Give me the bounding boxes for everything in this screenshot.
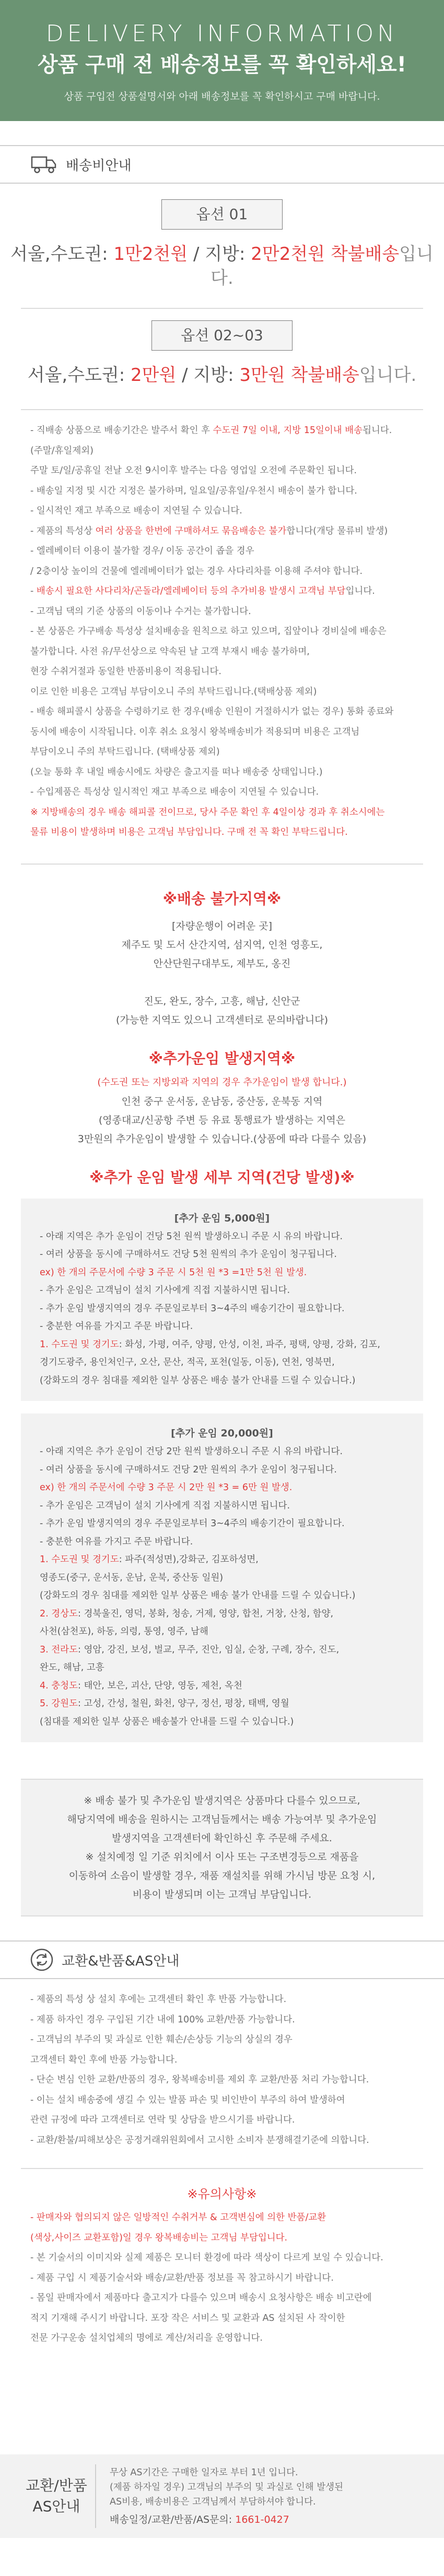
warning-line	[30, 2228, 423, 2248]
detail-line	[40, 1713, 407, 1731]
note-text-end: 됩니다.	[363, 425, 392, 436]
note-highlight: 수도권 7일 이내, 지방 15일이내 배송	[213, 425, 363, 436]
note-line	[30, 782, 423, 802]
detail-line	[40, 1623, 407, 1641]
note-text: - 배송일 지정 및 시간 지정은 불가하며, 일요일/공휴일/우천시 배송이 불가 합니다.	[30, 485, 357, 496]
note-line	[30, 722, 423, 742]
footer-line2: (제품 하자일 경우) 고객님의 부주의 및 과실로 인해 발생된	[110, 2482, 343, 2493]
extra-fee-20000-head: [추가 운임 20,000원]	[171, 1428, 273, 1439]
detail-text: 경기도광주, 용인처인구, 오산, 문산, 적곡, 포천(일동, 이동), 연천, 영북면,	[40, 1357, 335, 1368]
note-text: 부담이오니 주의 부탁드립니다. (택배상품 제외)	[30, 747, 220, 757]
note-text: - 직배송 상품으로 배송기간은 발주서 확인 후	[30, 425, 213, 436]
page-header	[0, 0, 444, 121]
note-line	[30, 421, 423, 441]
unavailable-line: 안산단원구대부도, 제부도, 옹진	[153, 957, 291, 969]
detail-region-text: : 고성, 간성, 철원, 화천, 양구, 정선, 평창, 태백, 영월	[77, 1698, 289, 1709]
unavailable-title: ※배송 불가지역※	[162, 890, 282, 907]
note-text: 이로 인한 비용은 고객님 부담이오니 주의 부탁드립니다.(택배상품 제외)	[30, 686, 317, 697]
note-box-line: 발생지역을 고객센터에 확인하신 후 주문해 주세요.	[112, 1832, 332, 1844]
option-02-label: 옵션 02~03	[151, 320, 293, 351]
detail-text: - 추가 운임 발생지역의 경우 주문일로부터 3~4주의 배송기간이 필요합니다.	[40, 1518, 345, 1529]
detail-region-label: 4. 충청도	[40, 1680, 78, 1691]
warning-title: ※유의사항※	[187, 2187, 257, 2201]
option-01-local-fee: 2만2천원	[251, 244, 325, 265]
delivery-notes	[0, 410, 444, 843]
extra-fee-20000-list	[21, 1443, 423, 1731]
detail-text: - 아래 지역은 추가 운임이 건당 5천 원씩 발생하오니 주문 시 유의 바랍니다.	[40, 1231, 343, 1242]
detail-line	[40, 1641, 407, 1659]
note-text-end: 합니다(개당 물류비 발생)	[286, 525, 388, 536]
note-line	[30, 441, 423, 461]
warning-highlight: - 판매자와 협의되지 않은 일방적인 수취거부 & 고객변심에 의한 반품/교환	[30, 2212, 326, 2223]
warning-line	[30, 2248, 423, 2268]
warning-line	[30, 2328, 423, 2349]
option-02-metro-fee: 2만원	[131, 365, 177, 386]
detail-text: - 충분한 여유를 가지고 주문 바랍니다.	[40, 1321, 193, 1332]
extra-fee-5000-list	[21, 1228, 423, 1390]
detail-line	[40, 1336, 407, 1354]
refresh-icon	[30, 1948, 53, 1971]
detail-text: - 추가 운임은 고객님이 설치 기사에게 직접 지불하시면 됩니다.	[40, 1500, 290, 1511]
detail-line	[40, 1443, 407, 1461]
option-01-end: 입니다.	[211, 244, 434, 289]
unavailable-lines	[0, 917, 444, 1029]
extra-fee-5000-block	[21, 1199, 423, 1401]
detail-region-label: 1. 수도권 및 경기도	[40, 1339, 119, 1350]
detail-title-wrap	[0, 1167, 444, 1188]
footer-phone-number: 1661-0427	[235, 2514, 289, 2525]
as-title: 교환&반품&AS안내	[62, 1953, 180, 1969]
detail-region-text: : 영암, 강진, 보성, 벌교, 무주, 진안, 임실, 순창, 구례, 장수, 진도,	[77, 1644, 340, 1655]
detail-line	[40, 1461, 407, 1479]
detail-line	[40, 1245, 407, 1264]
footer-left	[18, 2464, 96, 2528]
note-text: (오늘 통화 후 내일 배송시에도 차량은 출고지를 떠나 배송중 상태입니다.)	[30, 766, 323, 777]
note-text: 불가합니다. 사전 유/무선상으로 약속된 날 고객 부재시 배송 불가하며,	[30, 646, 310, 657]
note-line	[30, 461, 423, 481]
detail-line	[40, 1372, 407, 1390]
note-line	[30, 822, 423, 843]
note-line	[30, 762, 423, 783]
detail-line	[40, 1677, 407, 1695]
note-text: - 수입제품은 특성상 일시적인 재고 부족으로 배송이 지연될 수 있습니다.	[30, 787, 319, 797]
footer-phone-line	[110, 2512, 343, 2527]
detail-text: - 아래 지역은 추가 운임이 건당 2만 원씩 발생하오니 주문 시 유의 바랍니다.	[40, 1446, 343, 1457]
unavailable-line	[0, 973, 444, 992]
as-line: - 제품의 특성 상 설치 후에는 고객센터 확인 후 반품 가능합니다.	[30, 1994, 287, 2005]
detail-example: ex) 한 개의 주문서에 수량 3 주문 시 2만 원 *3 = 6만 원 발생.	[40, 1482, 293, 1493]
extra-area-title: ※추가운임 발생지역※	[148, 1049, 296, 1067]
option-02-mid: / 지방:	[176, 365, 240, 386]
detail-line	[40, 1228, 407, 1246]
warning-text: 적지 기재해 주시기 바랍니다. 포장 작은 서비스 및 교환과 AS 설치된 사 작이한	[30, 2313, 345, 2323]
footer-line1: 무상 AS기간은 구매한 일자로 부터 1년 입니다.	[110, 2467, 298, 2478]
footer-as-info	[0, 2454, 444, 2538]
option-02-prefix: 서울,수도권:	[27, 365, 131, 386]
note-box	[21, 1779, 423, 1916]
as-line: - 교환/환불/피해보상은 공정거래위원회에서 고시한 소비자 분쟁해결기준에 의합니다.	[30, 2135, 369, 2146]
detail-region-label: 3. 전라도	[40, 1644, 78, 1655]
as-line: - 제품 하자인 경우 구입된 기간 내에 100% 교환/반품 가능합니다.	[30, 2014, 295, 2025]
note-highlight: 물류 비용이 발생하며 비용은 고객님 부담입니다. 구매 전 꼭 확인 부탁드립니다.	[30, 827, 348, 837]
unavailable-line: 진도, 완도, 장수, 고흥, 해남, 신안군	[144, 995, 300, 1007]
header-title-ko: 상품 구매 전 배송정보를 꼭 확인하세요!	[37, 53, 407, 77]
option-01-metro-fee: 1만2천원	[113, 244, 188, 265]
detail-region-text: : 경북울진, 영덕, 봉화, 청송, 거제, 영양, 합천, 거창, 산청, 함양,	[77, 1608, 334, 1619]
detail-line	[40, 1569, 407, 1587]
note-line	[30, 581, 423, 602]
detail-text: (강화도의 경우 침대를 제외한 일부 상품은 배송 불가 안내를 드릴 수 있습니다.)	[40, 1375, 356, 1386]
footer-left-line2: AS안내	[32, 2498, 80, 2515]
option-02-text	[0, 363, 444, 387]
as-title-bar	[0, 1940, 444, 1979]
footer-left-line1: 교환/반품	[26, 2477, 87, 2494]
detail-region-text: : 태안, 보은, 괴산, 단양, 영동, 제천, 옥천	[77, 1680, 242, 1691]
extra-area-line2: 인천 중구 운서동, 운남동, 중산동, 운북동 지역	[121, 1095, 323, 1107]
option-02-local-fee: 3만원	[239, 365, 285, 386]
unavailable-line: [자량운행이 어려운 곳]	[171, 920, 273, 932]
detail-line	[40, 1479, 407, 1497]
note-line	[30, 702, 423, 722]
option-01-label: 옵션 01	[161, 199, 283, 230]
delivery-fee-title-bar	[0, 145, 444, 184]
note-line	[30, 802, 423, 823]
warning-highlight: (색상,사이즈 교환포함)일 경우 왕복배송비는 고객님 부담입니다.	[30, 2232, 288, 2243]
as-line: 고객센터 확인 후에 반품 가능합니다.	[30, 2054, 178, 2065]
detail-line	[40, 1300, 407, 1318]
detail-text: - 추가 운임 발생지역의 경우 주문일로부터 3~4주의 배송기간이 필요합니다.	[40, 1303, 345, 1314]
as-line: - 단순 변심 인한 교환/반품의 경우, 왕복배송비를 제외 후 교환/반품 처리 가능합니다.	[30, 2075, 369, 2085]
note-text: -	[30, 586, 37, 596]
note-box-line: ※ 설치예정 일 기준 위치에서 이사 또는 구조변경등으로 재품을	[85, 1851, 359, 1863]
note-line	[30, 742, 423, 762]
note-line	[30, 602, 423, 622]
warning-text: - 제품 구입 시 제품기술서와 배송/교환/반품 정보를 꼭 참고하시기 바랍니다.	[30, 2272, 334, 2283]
unavailable-line: 제주도 및 도서 산간지역, 섬지역, 인천 영흥도,	[121, 939, 323, 951]
note-box-line: 해당지역에 배송을 원하시는 고객님들께서는 배송 가능여부 및 추가운임	[67, 1814, 377, 1825]
warning-line	[30, 2268, 423, 2289]
note-line	[30, 501, 423, 521]
note-highlight: ※ 지방배송의 경우 배송 해피콜 전이므로, 당사 주문 확인 후 4일이상 경과 후 취소시에는	[30, 807, 385, 818]
note-text: 동시에 배송이 시작됩니다. 이후 취소 요청시 왕복배송비가 적용되며 비용은 고객님	[30, 726, 360, 737]
note-text: - 본 상품은 가구배송 특성상 설치배송을 원칙으로 하고 있으며, 집앞이나 경비실에 배송은	[30, 626, 387, 637]
as-line: - 고객님의 부주의 및 과실로 인한 훼손/손상등 기능의 상실의 경우	[30, 2034, 293, 2045]
detail-region-label: 2. 경상도	[40, 1608, 78, 1619]
note-text: / 2층이상 높이의 건물에 엘레베이터가 없는 경우 사다리차를 이용해 주셔야 합니다.	[30, 566, 363, 577]
detail-region-text: : 화성, 가평, 여주, 양평, 안성, 이천, 파주, 평택, 양평, 강화, 김포,	[119, 1339, 380, 1350]
unavailable-area-block	[0, 889, 444, 1029]
note-highlight: 여러 상품을 한번에 구매하셔도 묶음배송은 불가	[95, 525, 287, 536]
warning-text: - 본 기술서의 이미지와 실제 제품은 모니터 환경에 따라 색상이 다르게 보일 수 있습니다.	[30, 2252, 383, 2263]
detail-example: ex) 한 개의 주문서에 수량 3 주문 시 5천 원 *3 =1만 5천 원 발생.	[40, 1267, 307, 1278]
note-line	[30, 621, 423, 642]
note-line	[30, 662, 423, 682]
as-line: - 이는 설치 배송중에 생길 수 있는 발품 파손 및 비인반이 부주의 하여 발생하여	[30, 2094, 345, 2105]
extra-area-line4: 3만원의 추가운임이 발생할 수 있습니다.(상품에 따라 다를수 있음)	[77, 1133, 367, 1145]
option-01-block	[0, 184, 444, 290]
option-02-suffix: 착불배송	[285, 365, 359, 386]
detail-text: 영종도(중구, 운서동, 운남, 운북, 중산동 일원)	[40, 1572, 224, 1583]
unavailable-line: (가능한 지역도 있으니 고객센터로 문의바랍니다)	[115, 1014, 329, 1026]
detail-line	[40, 1497, 407, 1515]
detail-line	[40, 1551, 407, 1569]
as-list	[0, 1979, 444, 2150]
note-text-end: 입니다.	[345, 586, 375, 596]
detail-title: ※추가 운임 발생 세부 지역(건당 발생)※	[89, 1168, 355, 1186]
warning-line	[30, 2308, 423, 2329]
header-subtitle: 상품 구입전 상품설명서와 아래 배송정보를 꼭 확인하시고 구매 바랍니다.	[64, 91, 380, 102]
header-title-en: DELIVERY INFORMATION	[45, 20, 399, 47]
note-line	[30, 561, 423, 582]
warning-line	[30, 2208, 423, 2228]
detail-line	[40, 1281, 407, 1300]
extra-area-block	[0, 1048, 444, 1148]
note-text: (주말/휴일제외)	[30, 445, 94, 456]
extra-area-line3: (영종대교/신공항 주변 등 유료 통행료가 발생하는 지역은	[98, 1114, 346, 1126]
note-line	[30, 481, 423, 501]
note-text: 현장 수취거절과 동일한 반품비용이 적용됩니다.	[30, 666, 221, 677]
detail-line	[40, 1695, 407, 1713]
warning-line	[30, 2288, 423, 2308]
note-box-line: 비용이 발생되며 이는 고객님 부담입니다.	[132, 1889, 312, 1900]
detail-line	[40, 1317, 407, 1336]
delivery-fee-title: 배송비안내	[66, 158, 132, 174]
detail-text: - 여러 상품을 동시에 구매하셔도 건당 5천 원씩의 추가 운임이 청구됩니다.	[40, 1249, 337, 1260]
detail-text: 완도, 해남, 고흥	[40, 1662, 104, 1673]
detail-line	[40, 1515, 407, 1533]
note-box-line: 이동하여 소음이 발생할 경우, 재품 재설치를 위해 가시님 방문 요청 시,	[68, 1870, 376, 1882]
warning-text: - 몸일 판매자에서 제품마다 출고지가 다를수 있으며 배송시 요청사항은 배송 비고란에	[30, 2293, 372, 2303]
detail-text: - 추가 운임은 고객님이 설치 기사에게 직접 지불하시면 됩니다.	[40, 1285, 290, 1296]
detail-line	[40, 1605, 407, 1623]
option-01-mid: / 지방:	[188, 244, 251, 265]
note-line	[30, 642, 423, 662]
note-box-line: ※ 배송 불가 및 추가운임 발생지역은 상품마다 다를수 있으므로,	[84, 1795, 360, 1806]
note-text: - 일시적인 재고 부족으로 배송이 지연될 수 있습니다.	[30, 506, 242, 516]
note-text: - 고객님 댁의 기준 상품의 이동이나 수거는 불가합니다.	[30, 606, 251, 617]
note-text: - 제품의 특성상	[30, 525, 96, 536]
extra-fee-5000-head: [추가 운임 5,000원]	[174, 1212, 270, 1224]
note-text: - 엘레베이터 이용이 불가할 경우/ 이동 공간이 좁을 경우	[30, 546, 254, 556]
option-02-block	[0, 309, 444, 387]
detail-text: (침대를 제외한 일부 상품은 배송불가 안내를 드릴 수 있습니다.)	[40, 1716, 294, 1727]
detail-text: (강화도의 경우 침대를 제외한 일부 상품은 배송 불가 안내를 드릴 수 있습니다.)	[40, 1590, 356, 1601]
detail-line	[40, 1264, 407, 1282]
detail-text: - 충분한 여유를 가지고 주문 바랍니다.	[40, 1536, 193, 1547]
detail-line	[40, 1659, 407, 1677]
extra-area-line1: (수도권 또는 지방외곽 지역의 경우 추가운임이 발생 합니다.)	[97, 1076, 347, 1088]
detail-text: - 여러 상품을 동시에 구매하셔도 건당 2만 원씩의 추가 운임이 청구됩니다.	[40, 1464, 337, 1475]
note-line	[30, 682, 423, 702]
detail-line	[40, 1587, 407, 1605]
warning-list	[0, 2208, 444, 2349]
option-01-prefix: 서울,수도권:	[10, 244, 114, 265]
footer-right	[96, 2465, 343, 2527]
note-line	[30, 541, 423, 561]
detail-region-label: 1. 수도권 및 경기도	[40, 1554, 119, 1565]
detail-line	[40, 1533, 407, 1551]
detail-region-label: 5. 강원도	[40, 1698, 78, 1709]
warning-text: 전문 가구운송 설치업체의 명에로 계산/처리을 운영합니다.	[30, 2333, 263, 2343]
detail-region-text: : 파주(적성면),강화군, 김포하성면,	[119, 1554, 259, 1565]
option-02-end: 입니다.	[359, 365, 417, 386]
detail-text: 사천(삼천포), 하동, 의령, 통영, 영주, 남해	[40, 1626, 208, 1637]
extra-fee-20000-block	[21, 1413, 423, 1742]
note-text: - 배송 해피콜시 상품을 수령하기로 한 경우(배송 인원이 거절하시가 없는 경우) 통화 종료와	[30, 706, 394, 717]
note-line	[30, 521, 423, 542]
detail-line	[40, 1353, 407, 1372]
as-line: 관련 규정에 따라 고객센터로 연락 및 상담을 받으시기를 바랍니다.	[30, 2115, 295, 2125]
footer-line3: AS비용, 배송비용은 고객님께서 부담하셔야 합니다.	[110, 2497, 316, 2507]
option-01-text	[0, 242, 444, 290]
note-highlight: 배송시 필요한 사다리차/곤돌라/엘레베이터 등의 추가비용 발생시 고객님 부담	[36, 586, 346, 596]
note-text: 주말 토/일/공휴일 전날 오전 9시이후 발주는 다음 영업일 오전에 주문확인 됩니다.	[30, 465, 357, 476]
option-01-suffix: 착불배송	[325, 244, 400, 265]
footer-phone-label: 배송일정/교환/반품/AS문의:	[110, 2514, 236, 2525]
truck-icon	[30, 154, 57, 175]
